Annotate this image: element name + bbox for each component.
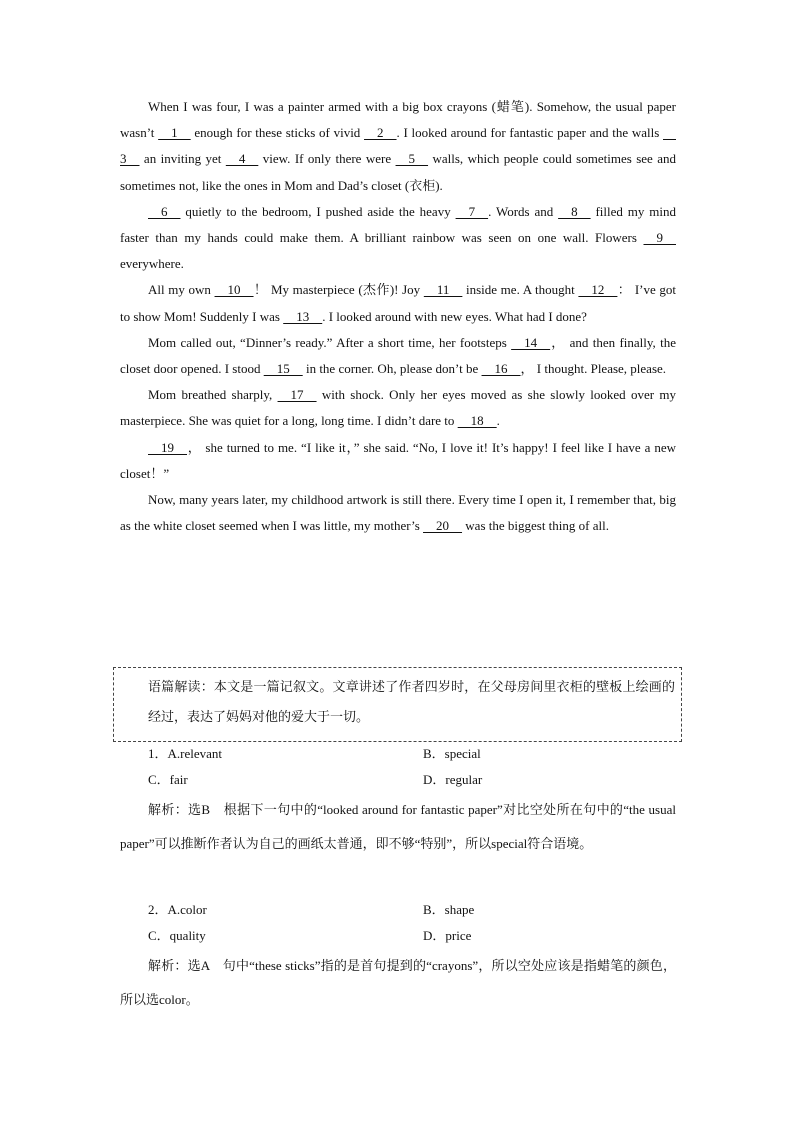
passage-text: in the corner. Oh, please don’t be (302, 361, 482, 377)
question-1 (120, 741, 676, 861)
passage-text: ， and then finally, the closet door opened. I stood (120, 334, 676, 377)
passage-paragraph (120, 94, 676, 199)
blank-13: 13 (283, 308, 323, 324)
passage-text: . I looked around for fantastic paper and the walls (396, 125, 663, 141)
blank-20: 20 (423, 518, 463, 534)
question-options (148, 897, 676, 949)
passage-text: walls, which people could sometimes see and sometimes not, like the ones in Mom and Dad’s closet (衣柜). (120, 151, 676, 193)
passage-paragraph (120, 435, 676, 487)
blank-12: 12 (578, 282, 618, 298)
summary-text: 本文是一篇记叙文。文章讲述了作者四岁时，在父母房间里衣柜的壁板上绘画的经过，表达了妈妈对他的爱大于一切。 (148, 679, 675, 724)
summary-label: 语篇解读： (148, 679, 214, 694)
passage-text: . I looked around with new eyes. What had I done? (322, 308, 587, 324)
blank-8: 8 (558, 203, 591, 219)
option-d: D．regular (423, 772, 483, 787)
passage-text: inside me. A thought (462, 282, 579, 298)
passage-text: ！ My masterpiece (杰作)! Joy (253, 282, 424, 298)
passage-text: quietly to the bedroom, I pushed aside the heavy (180, 203, 456, 219)
option-c: C．fair (148, 772, 188, 787)
blank-15: 15 (263, 361, 303, 377)
passage-paragraph (120, 487, 676, 539)
passage-summary (148, 672, 675, 732)
option-c: C．quality (148, 928, 206, 943)
blank-2: 2 (364, 125, 397, 141)
blank-11: 11 (423, 282, 463, 298)
option-b: B．special (423, 746, 481, 761)
option-a: 1．A.relevant (148, 746, 223, 761)
passage-paragraph (120, 277, 676, 329)
option-a: 2．A.color (148, 902, 207, 917)
blank-18: 18 (457, 413, 497, 429)
blank-7: 7 (455, 203, 489, 219)
passage-paragraph (120, 330, 676, 382)
question-analysis: 解析：选B 根据下一句中的“looked around for fantastic paper”对比空处所在句中的“the usual paper”可以推断作者认为自己的画纸太普通，即不够“特别”，所以special符合语境。 (120, 802, 676, 851)
blank-10: 10 (214, 282, 254, 298)
question-options (148, 741, 676, 793)
passage (120, 94, 676, 539)
passage-text: ， she turned to me. “I like it，” she said. “No, I love it! It’s happy! I feel like I have a new closet！” (120, 439, 676, 481)
blank-3: 3 (120, 125, 676, 167)
passage-text: with shock. Only her eyes moved as she slowly looked over my masterpiece. She was quiet for a long, long time. I didn’t dare to (120, 387, 676, 429)
passage-text: ， I thought. Please, please. (520, 361, 667, 377)
blank-6: 6 (148, 203, 181, 219)
passage-text: was the biggest thing of all. (462, 518, 609, 534)
passage-text: . Words and (488, 203, 559, 219)
question-2 (120, 897, 676, 1017)
blank-17: 17 (277, 387, 317, 403)
option-b: B．shape (423, 902, 475, 917)
passage-paragraph (120, 382, 676, 434)
passage-paragraph (120, 199, 676, 278)
passage-text: All my own (148, 282, 215, 298)
passage-text: enough for these sticks of vivid (190, 125, 365, 141)
blank-4: 4 (225, 151, 259, 167)
passage-text: an inviting yet (139, 151, 226, 167)
passage-text: Mom called out, “Dinner’s ready.” After a short time, her footsteps (148, 334, 512, 350)
passage-text: Mom breathed sharply, (148, 387, 278, 403)
blank-9: 9 (643, 230, 676, 246)
passage-text: ： I’ve got to show Mom! Suddenly I was (120, 282, 676, 324)
option-d: D．price (423, 928, 472, 943)
blank-16: 16 (481, 361, 521, 377)
passage-text: filled my mind faster than my hands could make them. A brilliant rainbow was seen on one wall. Flowers (120, 203, 676, 246)
passage-text: everywhere. (120, 256, 184, 272)
passage-text: When I was four, I was a painter armed with a big box crayons (蜡笔). Somehow, the usual paper wasn’t (120, 99, 676, 141)
blank-5: 5 (395, 151, 429, 167)
passage-text: Now, many years later, my childhood artwork is still there. Every time I open it, I remember that, big as the white closet seemed when I was little, my mother’s (120, 492, 676, 534)
blank-1: 1 (158, 125, 191, 141)
blank-14: 14 (511, 334, 551, 350)
passage-summary-box (113, 667, 682, 742)
blank-19: 19 (148, 439, 187, 455)
question-analysis: 解析：选A 句中“these sticks”指的是首句提到的“crayons”，所以空处应该是指蜡笔的颜色，所以选color。 (120, 958, 676, 1007)
passage-text: . (496, 413, 500, 429)
passage-text: view. If only there were (258, 151, 396, 167)
